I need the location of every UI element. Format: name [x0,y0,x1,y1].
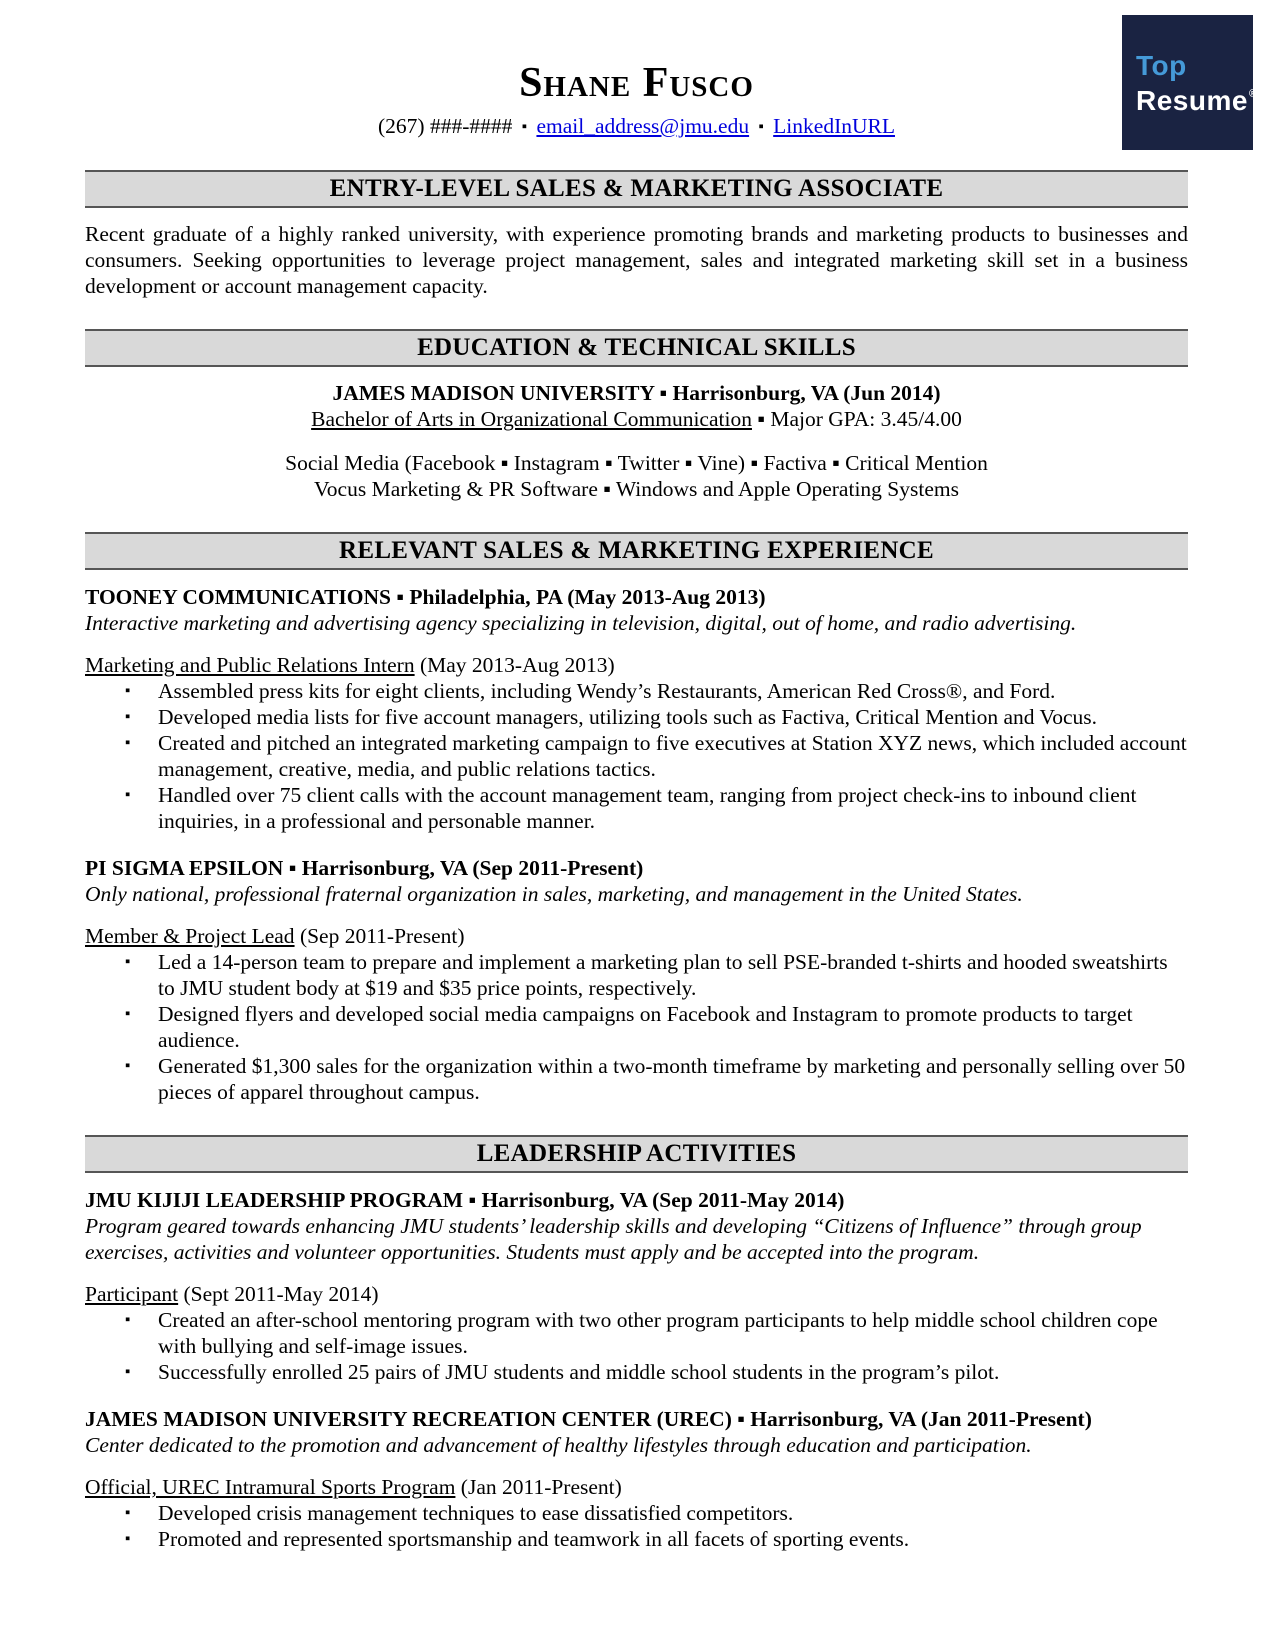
bullet-item: ▪ Designed flyers and developed social media campaigns on Facebook and Instagram to promote products to target audience. [158,1001,1188,1053]
job-bullet-list [85,949,1188,1105]
job-role-dates: (Sep 2011-Present) [294,924,465,948]
job-role-line [85,652,1188,678]
bullet-item: ▪ Successfully enrolled 25 pairs of JMU students and middle school students in the program’s pilot. [158,1359,1188,1385]
skills-line-2: Vocus Marketing & PR Software ▪ Windows and Apple Operating Systems [314,477,959,501]
bullet-item: ▪ Created and pitched an integrated marketing campaign to five executives at Station XYZ news, which included account management, creative, media, and public relations tactics. [158,730,1188,782]
job-company-line: TOONEY COMMUNICATIONS ▪ Philadelphia, PA (May 2013-Aug 2013) [85,585,766,609]
bullet-item: ▪ Generated $1,300 sales for the organization within a two-month timeframe by marketing and personally selling over 50 pieces of apparel throughout campus. [158,1053,1188,1105]
job-bullet-list [85,1307,1188,1385]
registered-trademark-icon: ® [1248,87,1258,100]
job-bullet-list [85,1500,1188,1552]
separator-square-icon: ▪ [758,119,764,135]
job-company-line: JAMES MADISON UNIVERSITY RECREATION CENTER (UREC) ▪ Harrisonburg, VA (Jan 2011-Present) [85,1407,1092,1431]
job-role-line [85,923,1188,949]
job-role-dates: (Jan 2011-Present) [455,1475,622,1499]
leadership-entry-urec [85,1406,1188,1552]
job-company-line: JMU KIJIJI LEADERSHIP PROGRAM ▪ Harrisonburg, VA (Sep 2011-May 2014) [85,1188,845,1212]
bullet-item: ▪ Developed media lists for five account managers, utilizing tools such as Factiva, Critical Mention and Vocus. [158,704,1188,730]
job-role-dates: (Sept 2011-May 2014) [178,1282,379,1306]
contact-line [85,113,1188,140]
email-link[interactable]: email_address@jmu.edu [536,114,750,138]
bullet-item: ▪ Led a 14-person team to prepare and implement a marketing plan to sell PSE-branded t-shirts and hooded sweatshirts to JMU student body at $19 and $35 price points, respectively. [158,949,1188,1001]
job-tagline: Interactive marketing and advertising agency specializing in television, digital, out of home, and radio advertising. [85,611,1077,635]
linkedin-link[interactable]: LinkedInURL [773,114,895,138]
job-entry-tooney [85,584,1188,834]
resume-header [85,0,1188,140]
job-role-line [85,1474,1188,1500]
job-role-title: Marketing and Public Relations Intern [85,653,415,677]
education-block [85,380,1188,502]
skills-line-1: Social Media (Facebook ▪ Instagram ▪ Twitter ▪ Vine) ▪ Factiva ▪ Critical Mention [285,451,988,475]
education-degree: Bachelor of Arts in Organizational Communication [311,407,752,431]
job-role-title: Participant [85,1282,179,1306]
leadership-entry-kijiji [85,1187,1188,1385]
summary-paragraph: Recent graduate of a highly ranked university, with experience promoting brands and marketing products to businesses and consumers. Seeking opportunities to leverage project management, sales and integrated marketing skill set in a business development or account management capacity. [85,222,1188,298]
job-bullet-list [85,678,1188,834]
section-banner-leadership: LEADERSHIP ACTIVITIES [85,1135,1188,1173]
topresume-logo-resume-text [1136,80,1258,116]
job-tagline: Center dedicated to the promotion and advancement of healthy lifestyles through education and participation. [85,1433,1032,1457]
phone-number: (267) ###-#### [378,114,513,138]
section-banner-experience: RELEVANT SALES & MARKETING EXPERIENCE [85,532,1188,570]
job-role-dates: (May 2013-Aug 2013) [414,653,615,677]
bullet-item: ▪ Developed crisis management techniques to ease dissatisfied competitors. [158,1500,1188,1526]
job-tagline: Only national, professional fraternal organization in sales, marketing, and management in the United States. [85,882,1023,906]
job-company-line: PI SIGMA EPSILON ▪ Harrisonburg, VA (Sep 2011-Present) [85,856,644,880]
topresume-logo [1122,15,1258,150]
bullet-item: ▪ Assembled press kits for eight clients, including Wendy’s Restaurants, American Red Cross®, and Ford. [158,678,1188,704]
job-entry-pi-sigma-epsilon [85,855,1188,1105]
education-gpa: ▪ Major GPA: 3.45/4.00 [751,407,962,431]
topresume-logo-top-text: Top [1136,49,1187,81]
candidate-name: Shane Fusco [519,60,754,106]
bullet-item: ▪ Promoted and represented sportsmanship and teamwork in all facets of sporting events. [158,1526,1188,1552]
section-banner-job-title: ENTRY-LEVEL SALES & MARKETING ASSOCIATE [85,170,1188,208]
separator-square-icon: ▪ [521,119,528,135]
job-role-line [85,1281,1188,1307]
education-degree-line [85,406,1188,432]
job-role-title: Member & Project Lead [85,924,295,948]
education-school-line: JAMES MADISON UNIVERSITY ▪ Harrisonburg, VA (Jun 2014) [332,381,941,405]
section-banner-education: EDUCATION & TECHNICAL SKILLS [85,329,1188,367]
bullet-item: ▪ Created an after-school mentoring program with two other program participants to help middle school children cope with bullying and self-image issues. [158,1307,1188,1359]
topresume-logo-resume-word: Resume [1136,84,1248,116]
job-role-title: Official, UREC Intramural Sports Program [85,1475,456,1499]
bullet-item: ▪ Handled over 75 client calls with the account management team, ranging from project check-ins to inbound client inquiries, in a professional and personable manner. [158,782,1188,834]
job-tagline: Program geared towards enhancing JMU students’ leadership skills and developing “Citizens of Influence” through group exercises, activities and volunteer opportunities. Students must apply and be accepted into the program. [85,1214,1142,1264]
